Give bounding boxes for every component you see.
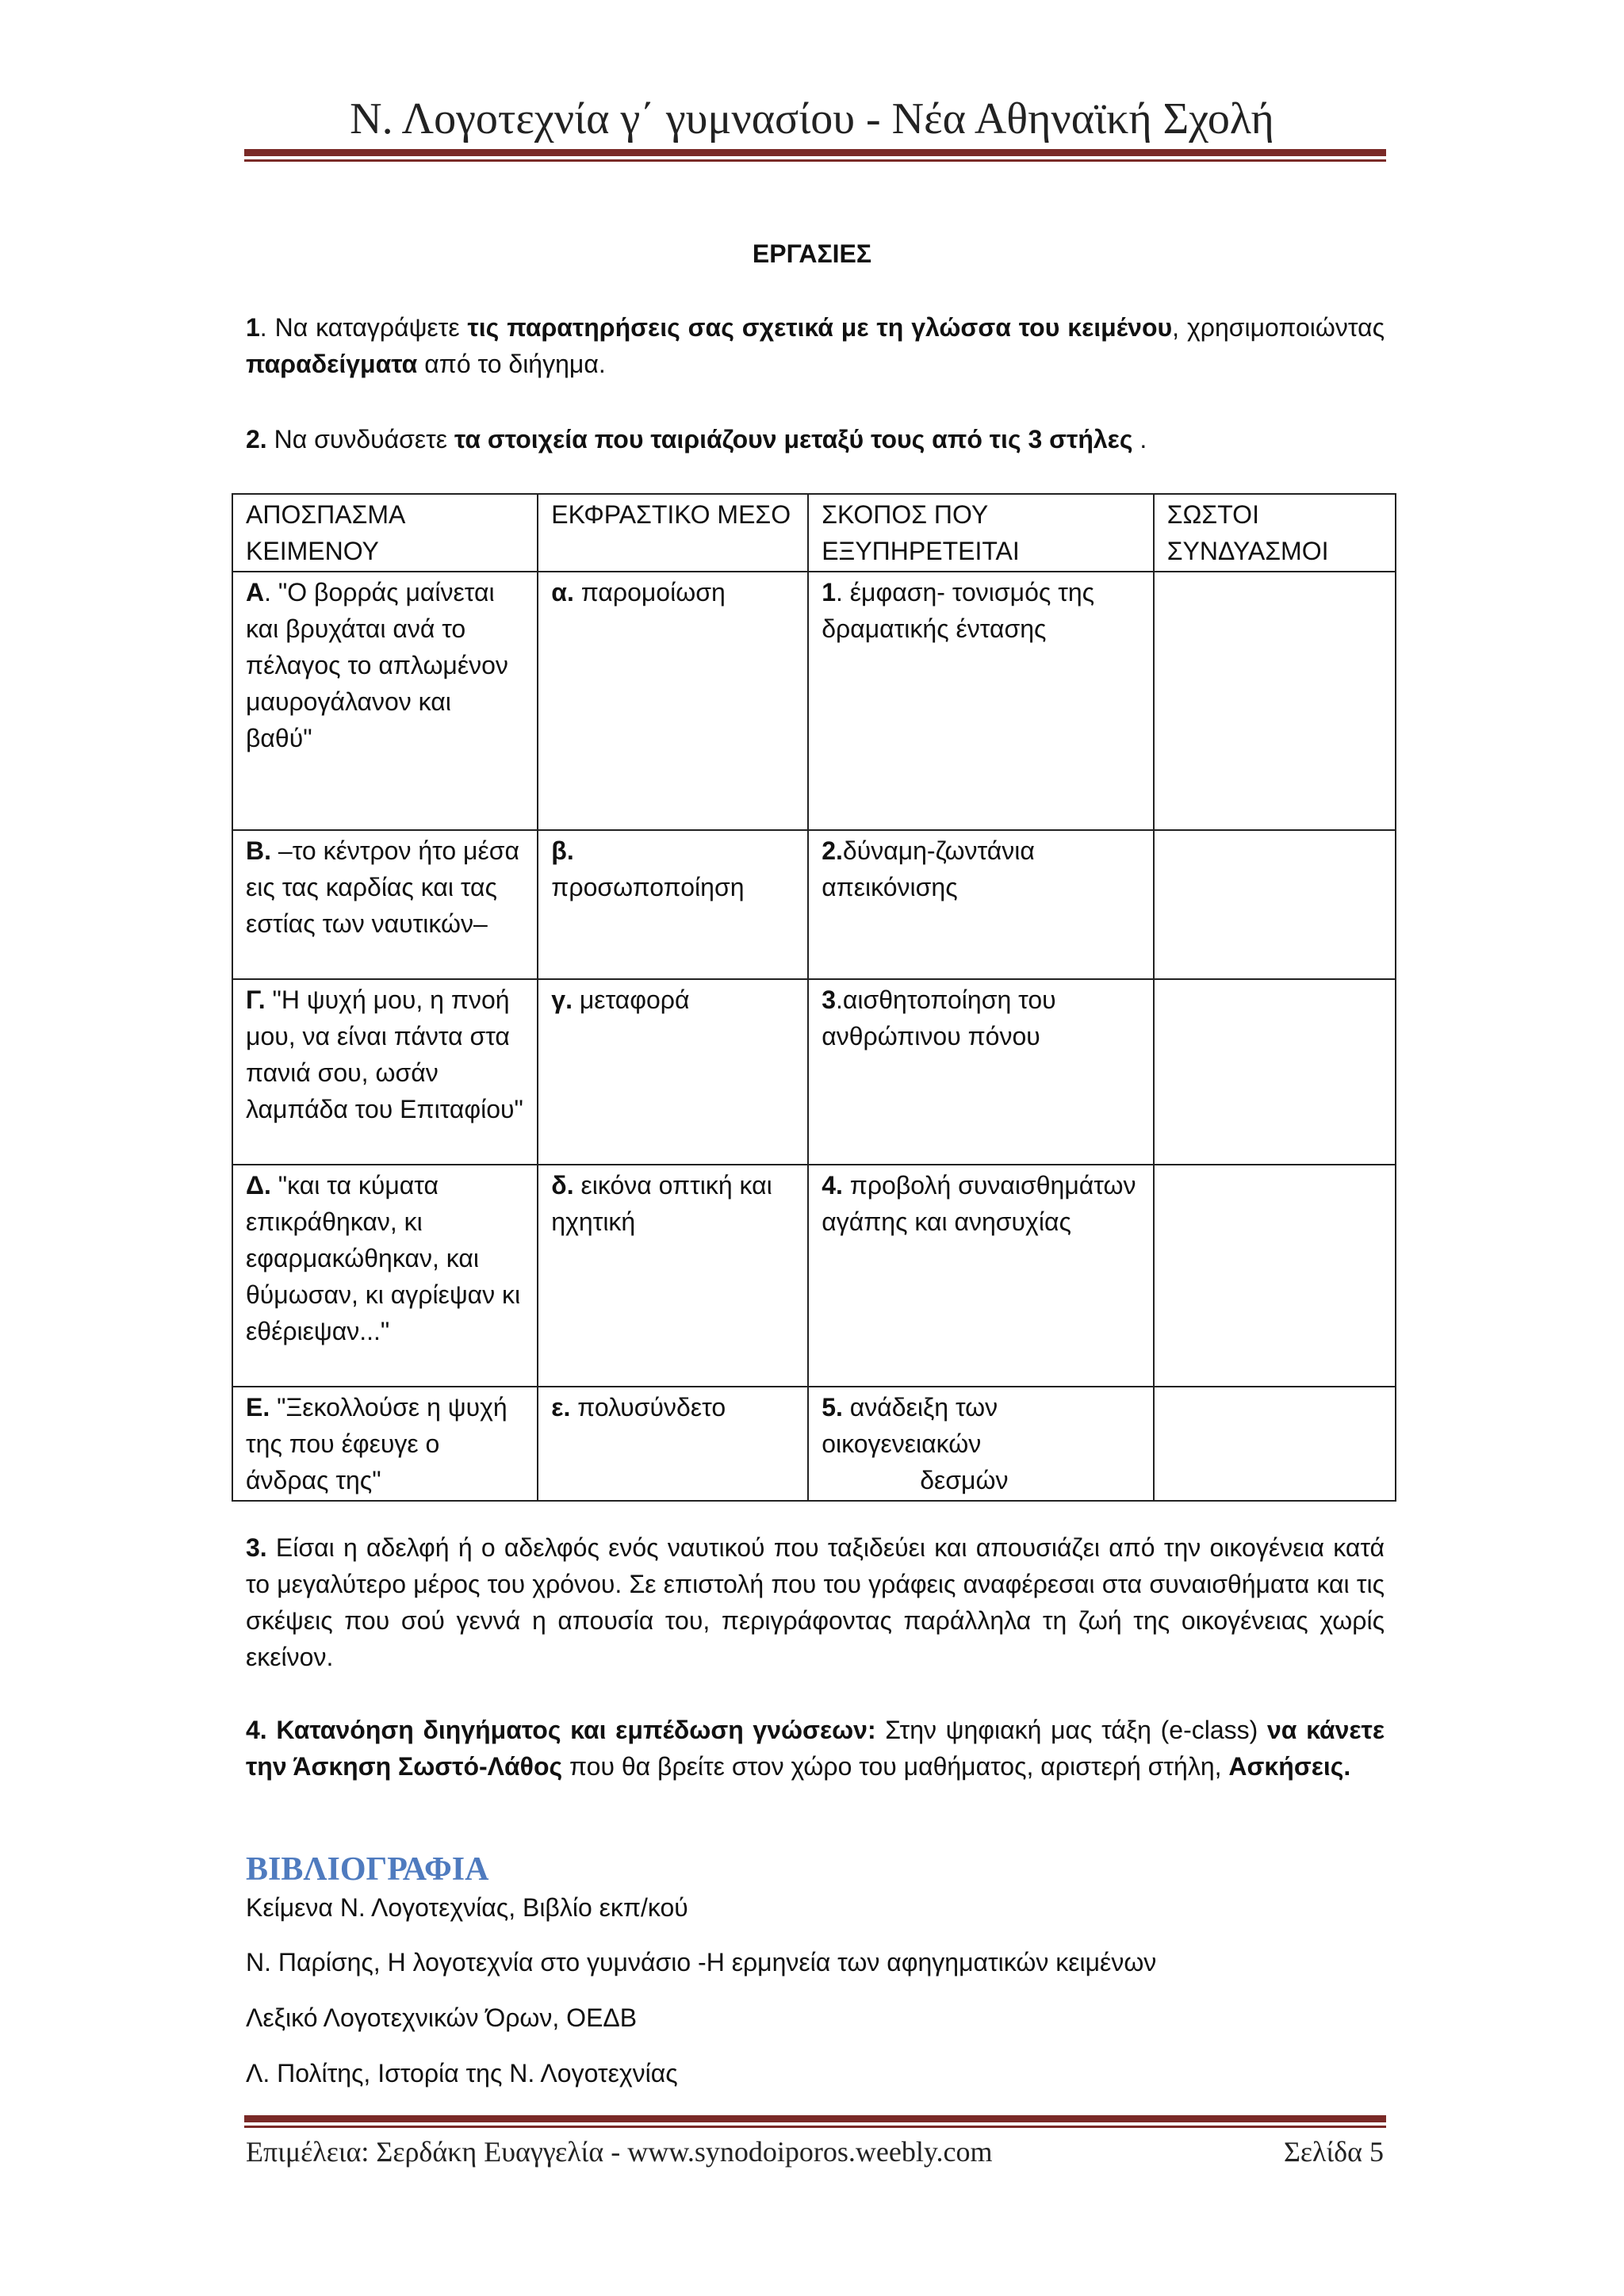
excerpt-text: "Ξεκολλούσε η ψυχή της που έφευγε ο άνδρας της" <box>246 1393 508 1494</box>
purpose-label: 1 <box>822 578 836 607</box>
answer-cell[interactable] <box>1154 1165 1396 1387</box>
task-2-number: 2. <box>246 425 267 453</box>
device-text: παρομοίωση <box>573 578 726 607</box>
excerpt-label: Β. <box>246 836 271 865</box>
excerpt-text: "Η ψυχή μου, η πνοή μου, να είναι πάντα στα πανιά σου, ωσάν λαμπάδα του Επιταφίου" <box>246 985 523 1123</box>
table-row <box>232 572 1396 830</box>
table-row <box>232 830 1396 979</box>
table-header-row <box>232 494 1396 572</box>
task-4-text-a: Στην ψηφιακή μας τάξη (e-class) <box>875 1716 1267 1744</box>
task-1-text-a: . Να καταγράψετε <box>259 313 468 342</box>
matching-table <box>232 493 1396 1502</box>
task-4-bold-a: 4. Κατανόηση διηγήματος και εμπέδωση γνώσεων: <box>246 1716 876 1744</box>
purpose-label: 2. <box>822 836 843 865</box>
header-cell-answers: ΣΩΣΤΟΙ ΣΥΝΔΥΑΣΜΟΙ <box>1154 494 1396 572</box>
footer-page-number: Σελίδα 5 <box>1283 2136 1384 2168</box>
task-4 <box>246 1712 1385 1785</box>
excerpt-text: "και τα κύματα επικράθηκαν, κι εφαρμακώθηκαν, και θύμωσαν, κι αγρίεψαν κι εθέριεψαν..." <box>246 1171 521 1345</box>
device-label: ε. <box>551 1393 571 1422</box>
table-row <box>232 979 1396 1165</box>
bibliography-item: Λεξικό Λογοτεχνικών Όρων, ΟΕΔΒ <box>246 2003 638 2032</box>
excerpt-label: Α <box>246 578 265 607</box>
bibliography-heading: ΒΙΒΛΙΟΓΡΑΦΙΑ <box>246 1851 489 1888</box>
task-4-bold-b: να κάνετε την Άσκηση Σωστό-Λάθος <box>246 1716 1385 1781</box>
header-cell-purpose: ΣΚΟΠΟΣ ΠΟΥ ΕΞΥΠΗΡΕΤΕΙΤΑΙ <box>808 494 1154 572</box>
bibliography-item: Λ. Πολίτης, Ιστορία της Ν. Λογοτεχνίας <box>246 2059 678 2087</box>
header-rule-thick <box>244 149 1386 156</box>
excerpt-label: Ε. <box>246 1393 270 1422</box>
device-cell <box>538 830 808 979</box>
excerpt-text: –το κέντρον ήτο μέσα εις τας καρδίας και τας εστίας των ναυτικών– <box>246 836 519 938</box>
task-1-bold-a: τις παρατηρήσεις σας σχετικά με τη γλώσσα του κειμένου <box>467 313 1173 342</box>
task-3-text: Είσαι η αδελφή ή ο αδελφός ενός ναυτικού που ταξιδεύει και απουσιάζει από την οικογένεια κατά το μεγαλύτερο μέρος του χρόνου. Σε επιστολή που του γράφεις αναφέρεσαι στα συναισθήματα και τις σκέψεις που σού γεννά η απουσία του, περιγράφοντας παράλληλα τη ζωή της οικογένειας χωρίς εκείνον. <box>246 1533 1385 1671</box>
header-cell-device: ΕΚΦΡΑΣΤΙΚΟ ΜΕΣΟ <box>538 494 808 572</box>
answer-cell[interactable] <box>1154 1387 1396 1501</box>
excerpt-cell <box>232 1387 538 1501</box>
excerpt-cell <box>232 572 538 830</box>
purpose-cell <box>808 979 1154 1165</box>
device-label: α. <box>551 578 574 607</box>
footer-rule-thin <box>244 2126 1386 2128</box>
device-text: μεταφορά <box>572 985 690 1014</box>
purpose-cell <box>808 572 1154 830</box>
task-2-bold: τα στοιχεία που ταιριάζουν μεταξύ τους από τις 3 στήλες <box>454 425 1133 453</box>
purpose-cell <box>808 1387 1154 1501</box>
device-label: γ. <box>551 985 573 1014</box>
device-text: εικόνα οπτική και ηχητική <box>551 1171 772 1236</box>
device-label: β. <box>551 836 574 865</box>
header-cell-excerpt: ΑΠΟΣΠΑΣΜΑ ΚΕΙΜΕΝΟΥ <box>232 494 538 572</box>
excerpt-cell <box>232 830 538 979</box>
answer-cell[interactable] <box>1154 979 1396 1165</box>
task-2-text-a: Να συνδυάσετε <box>266 425 454 453</box>
excerpt-label: Δ. <box>246 1171 271 1200</box>
purpose-text: δύναμη-ζωντάνια απεικόνισης <box>822 836 1035 901</box>
task-1 <box>246 309 1385 382</box>
excerpt-label: Γ. <box>246 985 266 1014</box>
excerpt-cell <box>232 1165 538 1387</box>
excerpt-text: . "Ο βορράς μαίνεται και βρυχάται ανά το πέλαγος το απλωμένον μαυρογάλανον και βαθύ" <box>246 578 508 752</box>
purpose-label: 5. <box>822 1393 843 1422</box>
device-cell <box>538 979 808 1165</box>
header-rule-thin <box>244 159 1386 162</box>
bibliography-item: Ν. Παρίσης, Η λογοτεχνία στο γυμνάσιο -Η ερμηνεία των αφηγηματικών κειμένων <box>246 1948 1157 1976</box>
purpose-cell <box>808 830 1154 979</box>
task-2-text-b: . <box>1132 425 1147 453</box>
device-cell <box>538 1387 808 1501</box>
header-rule <box>244 149 1386 162</box>
task-1-bold-b: παραδείγματα <box>246 350 418 378</box>
footer-credits: Επιμέλεια: Σερδάκη Ευαγγελία - www.synodoiporos.weebly.com <box>246 2136 993 2168</box>
purpose-cell <box>808 1165 1154 1387</box>
task-4-bold-c: Ασκήσεις. <box>1228 1752 1351 1781</box>
answer-cell[interactable] <box>1154 830 1396 979</box>
table-row <box>232 1165 1396 1387</box>
purpose-text: . έμφαση- τονισμός της δραματικής έντασης <box>822 578 1095 643</box>
task-1-text-c: από το διήγημα. <box>417 350 606 378</box>
page-header-title: Ν. Λογοτεχνία γ΄ γυμνασίου - Νέα Αθηναϊκή Σχολή <box>350 94 1274 144</box>
footer-rule <box>244 2115 1386 2128</box>
purpose-text: .αισθητοποίηση του ανθρώπινου πόνου <box>822 985 1056 1050</box>
footer-rule-thick <box>244 2115 1386 2122</box>
table-row <box>232 1387 1396 1501</box>
task-1-number: 1 <box>246 313 260 342</box>
section-title: ΕΡΓΑΣΙΕΣ <box>752 239 872 268</box>
device-text: πολυσύνδετο <box>570 1393 726 1422</box>
task-3-number: 3. <box>246 1533 267 1562</box>
task-4-text-b: που θα βρείτε στον χώρο του μαθήματος, αριστερή στήλη, <box>562 1752 1229 1781</box>
purpose-text: προβολή συναισθημάτων αγάπης και ανησυχίας <box>822 1171 1136 1236</box>
purpose-text: ανάδειξη των οικογενειακών <box>822 1393 998 1458</box>
bibliography-item: Κείμενα Ν. Λογοτεχνίας, Βιβλίο εκπ/κού <box>246 1893 688 1922</box>
device-cell <box>538 572 808 830</box>
device-label: δ. <box>551 1171 574 1200</box>
purpose-label: 3 <box>822 985 836 1014</box>
excerpt-cell <box>232 979 538 1165</box>
task-2 <box>246 421 1385 457</box>
task-1-text-b: , χρησιμοποιώντας <box>1172 313 1385 342</box>
purpose-label: 4. <box>822 1171 843 1200</box>
purpose-text-continued: δεσμών <box>920 1466 1009 1494</box>
task-3 <box>246 1529 1385 1675</box>
answer-cell[interactable] <box>1154 572 1396 830</box>
device-cell <box>538 1165 808 1387</box>
device-text: προσωποποίηση <box>551 873 745 901</box>
